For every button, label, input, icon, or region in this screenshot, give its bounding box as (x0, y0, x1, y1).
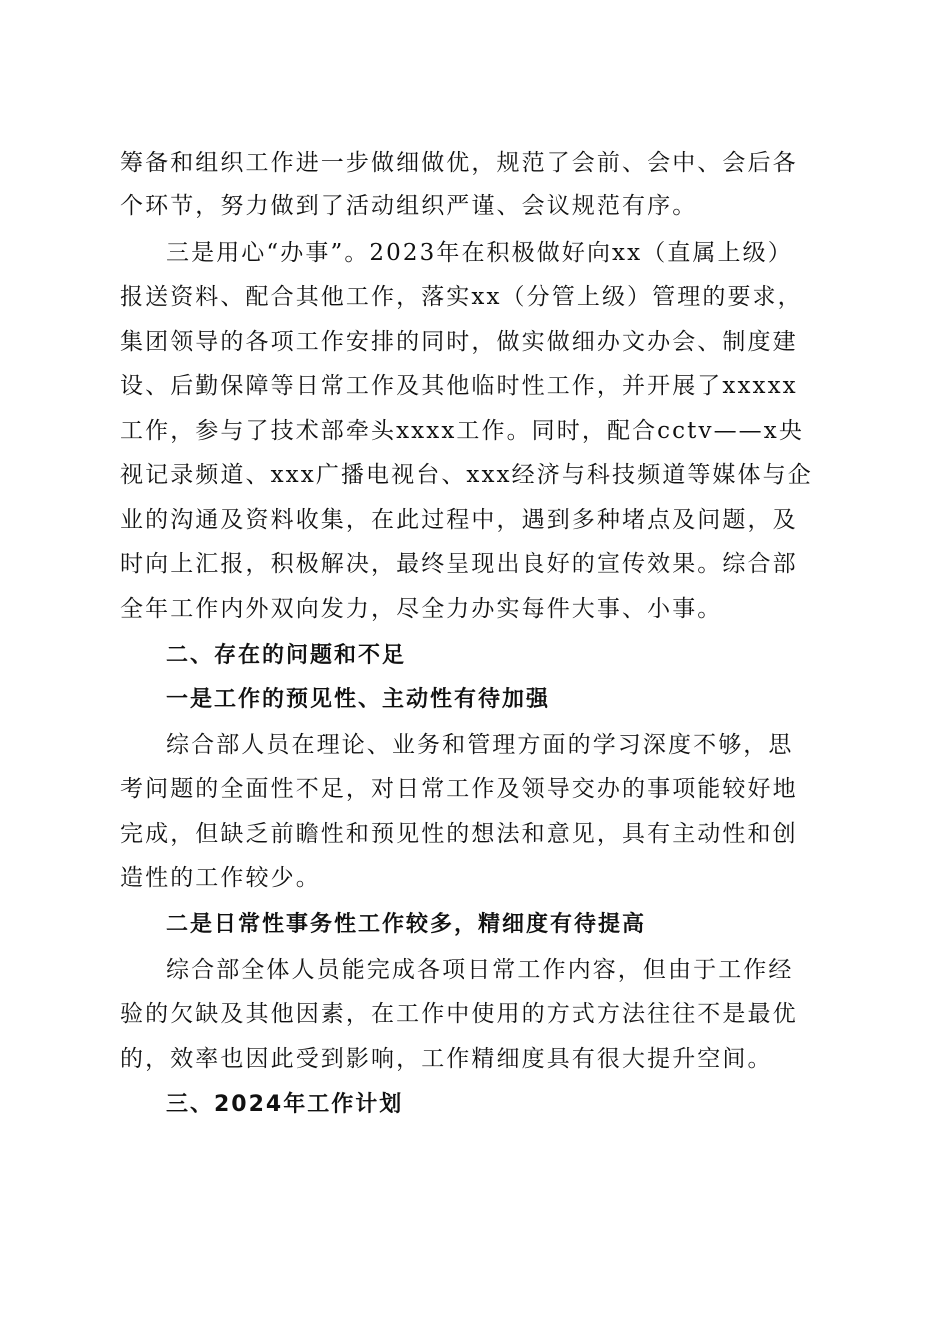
body-line: 完成，但缺乏前瞻性和预见性的想法和意见，具有主动性和创 (120, 821, 798, 847)
body-line: 全年工作内外双向发力，尽全力办实每件大事、小事。 (120, 596, 723, 622)
section-heading: 三、2024年工作计划 (166, 1092, 404, 1117)
paragraph-start-line: 三是用心“办事”。2023年在积极做好向xx（直属上级） (166, 240, 793, 266)
body-line: 集团领导的各项工作安排的同时，做实做细办文办会、制度建 (120, 329, 798, 355)
sub-heading: 一是工作的预见性、主动性有待加强 (166, 687, 551, 712)
sub-heading: 二是日常性事务性工作较多，精细度有待提高 (166, 912, 647, 937)
body-line: 业的沟通及资料收集，在此过程中，遇到多种堵点及问题，及 (120, 507, 798, 533)
body-line: 工作，参与了技术部牵头xxxx工作。同时，配合cctv——x央 (120, 418, 804, 444)
paragraph-start-line: 综合部全体人员能完成各项日常工作内容，但由于工作经 (166, 957, 794, 983)
body-line: 验的欠缺及其他因素，在工作中使用的方式方法往往不是最优 (120, 1001, 798, 1027)
body-line: 视记录频道、xxx广播电视台、xxx经济与科技频道等媒体与企 (120, 462, 813, 488)
body-line: 个环节，努力做到了活动组织严谨、会议规范有序。 (120, 193, 698, 219)
body-line: 设、后勤保障等日常工作及其他临时性工作，并开展了xxxxx (120, 373, 798, 399)
body-line: 筹备和组织工作进一步做细做优，规范了会前、会中、会后各 (120, 150, 798, 176)
paragraph-start-line: 综合部人员在理论、业务和管理方面的学习深度不够，思 (166, 732, 794, 758)
body-line: 造性的工作较少。 (120, 865, 321, 891)
body-line: 报送资料、配合其他工作，落实xx（分管上级）管理的要求， (120, 284, 803, 310)
body-line: 的，效率也因此受到影响，工作精细度具有很大提升空间。 (120, 1046, 773, 1072)
section-heading: 二、存在的问题和不足 (166, 643, 407, 668)
body-line: 考问题的全面性不足，对日常工作及领导交办的事项能较好地 (120, 776, 798, 802)
body-line: 时向上汇报，积极解决，最终呈现出良好的宣传效果。综合部 (120, 551, 798, 577)
